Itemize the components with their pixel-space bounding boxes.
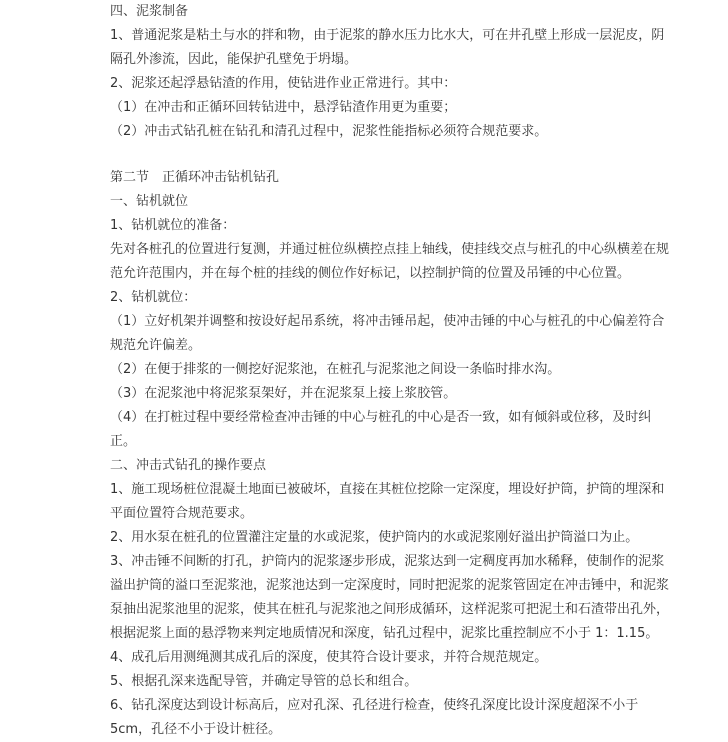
list-item: 1、施工现场桩位混凝土地面已被破坏，直接在其桩位挖除一定深度，埋设好护筒，护筒的埋深和平面位置符合规范要求。 (110, 482, 665, 521)
list-item: （3）在泥浆池中将泥浆泵架好，并在泥浆泵上接上浆胶管。 (110, 386, 457, 401)
part-heading: 二、冲击式钻孔的操作要点 (110, 458, 267, 473)
list-item: 3、冲击锤不间断的打孔，护筒内的泥浆逐步形成，泥浆达到一定稠度再加水稀释，使制作的泥浆溢出护筒的溢口至泥浆池，泥浆池达到一定深度时，同时把泥浆的泥浆管固定在冲击锤中，和泥浆泵抽出泥浆池里的泥浆，使其在桩孔与泥浆池之间形成循环，这样泥浆可把泥土和石渣带出孔外，根据泥浆上面的悬浮物来判定地质情况和深度，钻孔过程中，泥浆比重控制应不小于 1：1.15。 (110, 554, 670, 641)
part-heading: 一、钻机就位 (110, 194, 189, 209)
paragraph: 1、普通泥浆是粘土与水的拌和物，由于泥浆的静水压力比水大，可在井孔壁上形成一层泥皮，阴隔孔外渗流，因此，能保护孔壁免于坍塌。 (110, 28, 665, 67)
sub-heading: 2、钻机就位： (110, 290, 197, 305)
list-item: （1）立好机架并调整和按设好起吊系统，将冲击锤吊起，使冲击锤的中心与桩孔的中心偏差符合规范允许偏差。 (110, 314, 665, 353)
paragraph: 2、泥浆还起浮悬钻渣的作用，使钻进作业正常进行。其中： (110, 76, 457, 91)
list-item: （1）在冲击和正循环回转钻进中，悬浮钻渣作用更为重要； (110, 100, 457, 115)
list-item: 6、钻孔深度达到设计标高后，应对孔深、孔径进行检查，使终孔深度比设计深度超深不小于 5cm，孔径不小于设计桩径。 (110, 698, 639, 737)
list-item: 4、成孔后用测绳测其成孔后的深度，使其符合设计要求，并符合规范规定。 (110, 650, 548, 665)
list-item: （2）在便于排浆的一侧挖好泥浆池，在桩孔与泥浆池之间设一条临时排水沟。 (110, 362, 561, 377)
list-item: 2、用水泵在桩孔的位置灌注定量的水或泥浆，使护筒内的水或泥浆刚好溢出护筒溢口为止。 (110, 530, 639, 545)
sub-heading: 1、钻机就位的准备： (110, 218, 236, 233)
list-item: （4）在打桩过程中要经常检查冲击锤的中心与桩孔的中心是否一致，如有倾斜或位移，及时纠正。 (110, 410, 652, 449)
paragraph: 先对各桩孔的位置进行复测，并通过桩位纵横控点挂上轴线，使挂线交点与桩孔的中心纵横差在规范允许范围内，并在每个桩的挂线的侧位作好标记，以控制护筒的位置及吊锤的中心位置。 (110, 242, 670, 281)
list-item: 5、根据孔深来选配导管，并确定导管的总长和组合。 (110, 674, 418, 689)
section-gap (110, 144, 670, 166)
section-title: 第二节 正循环冲击钻机钻孔 (110, 170, 280, 185)
document-body (110, 0, 670, 742)
slurry-heading: 四、泥浆制备 (110, 4, 189, 19)
list-item: （2）冲击式钻孔桩在钻孔和清孔过程中，泥浆性能指标必须符合规范要求。 (110, 124, 548, 139)
